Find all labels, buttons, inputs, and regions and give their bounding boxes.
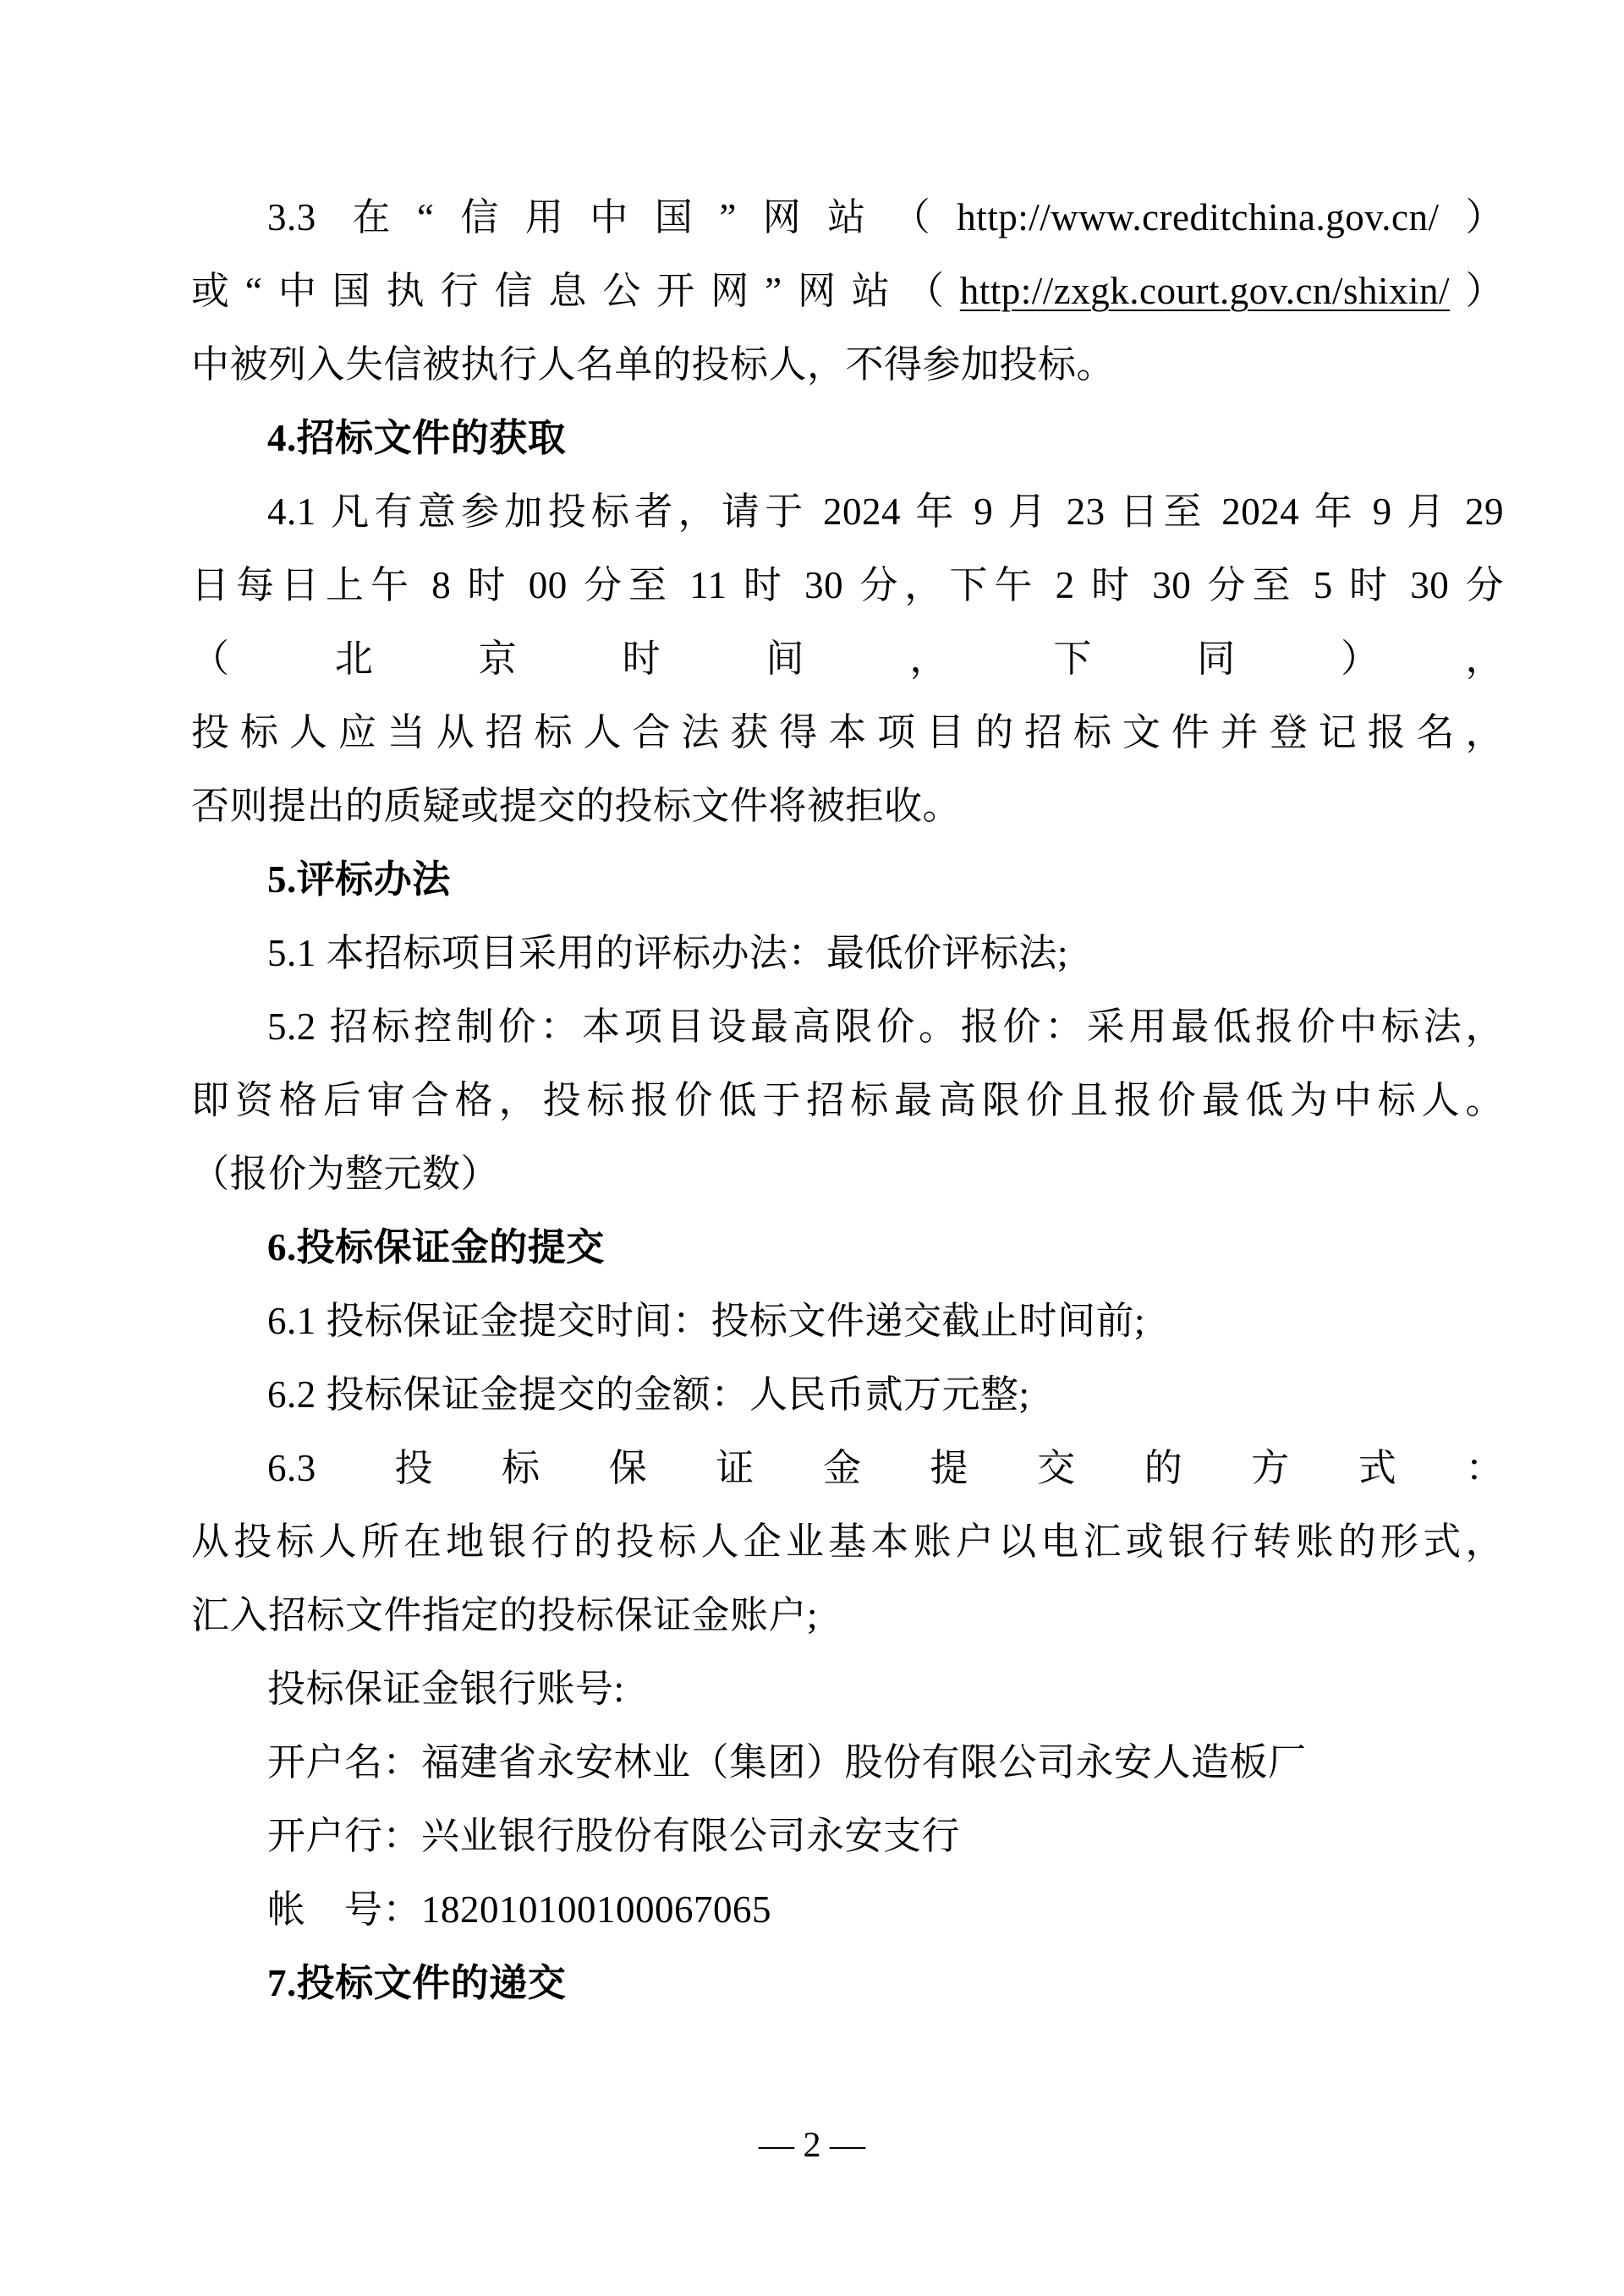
heading-7-bid-document-delivery: 7.投标文件的递交 xyxy=(267,1962,567,2004)
clause-4-1: 4.1 凡有意参加投标者，请于 2024 年 9 月 23 日至 2024 年 9 月 29 日每日上午 8 时 00 分至 11 时 30 分，下午 2 时 30 分至 5 时 30 分（北京时间，下同），投标人应当从招标人合法获得本项目的招标文件并登记报名，否则提出的质疑或提交的投标文件将被拒收。 xyxy=(191,490,1504,827)
account-name-line: 开户名：福建省永安林业（集团）股份有限公司永安人造板厂 xyxy=(267,1741,1307,1784)
clause-3-3-text-before-url: 3.3 在“信用中国”网站（http://www.creditchina.gov.cn/）或“中国执行信息公开网”网站（ xyxy=(191,196,1504,312)
account-number-line: 帐 号：182010100100067065 xyxy=(267,1888,772,1931)
page-number: — 2 — xyxy=(759,2126,865,2165)
clause-3-3-text-after-url: ）中被列入失信被执行人名单的投标人，不得参加投标。 xyxy=(191,270,1504,386)
account-bank-line: 开户行：兴业银行股份有限公司永安支行 xyxy=(267,1815,961,1857)
clause-6-2: 6.2 投标保证金提交的金额：人民币贰万元整; xyxy=(267,1373,1030,1416)
clause-5-1: 5.1 本招标项目采用的评标办法：最低价评标法; xyxy=(267,932,1069,974)
clause-5-2: 5.2 招标控制价：本项目设最高限价。报价：采用最低报价中标法，即资格后审合格，投标报价低于招标最高限价且报价最低为中标人。（报价为整元数） xyxy=(191,1006,1504,1195)
clause-6-3: 6.3 投标保证金提交的方式：从投标人所在地银行的投标人企业基本账户以电汇或银行转账的形式，汇入招标文件指定的投标保证金账户; xyxy=(191,1447,1504,1636)
bank-account-intro-line: 投标保证金银行账号: xyxy=(267,1668,625,1710)
clause-3-3 xyxy=(191,181,1504,402)
heading-6-bid-security-submission: 6.投标保证金的提交 xyxy=(267,1226,605,1269)
heading-5-evaluation-method: 5.评标办法 xyxy=(267,858,451,901)
clause-6-1: 6.1 投标保证金提交时间：投标文件递交截止时间前; xyxy=(267,1300,1146,1342)
document-body xyxy=(191,181,1504,2020)
shixin-url-text: http://zxgk.court.gov.cn/shixin/ xyxy=(959,270,1451,312)
heading-4-bid-document-acquisition: 4.招标文件的获取 xyxy=(267,417,567,459)
